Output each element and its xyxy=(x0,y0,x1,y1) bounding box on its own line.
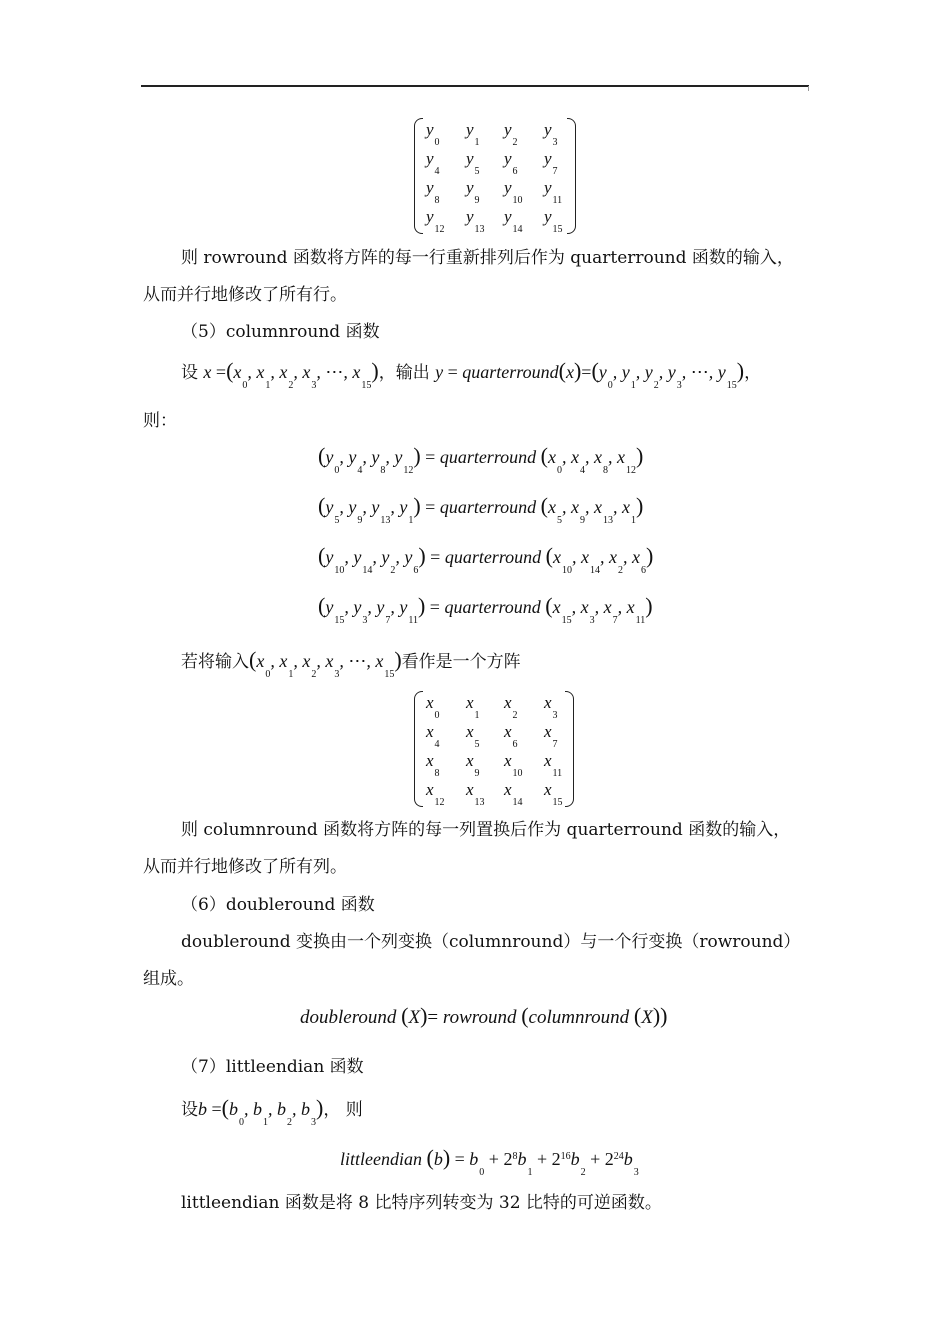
cell-subscript: 3 xyxy=(552,137,558,148)
cell-variable: x xyxy=(544,693,552,712)
cell-subscript: 8 xyxy=(434,768,440,779)
matrix-cell xyxy=(504,722,518,750)
if-input-suffix: 看作是一个方阵 xyxy=(401,652,521,672)
matrix-cell xyxy=(466,780,485,808)
cell-variable: x xyxy=(466,722,474,741)
matrix-cell xyxy=(466,693,480,721)
cell-subscript: 11 xyxy=(552,768,563,779)
cell-variable: y xyxy=(544,149,552,168)
matrix-cell xyxy=(504,693,518,721)
cell-variable: x xyxy=(504,751,512,770)
matrix-right-bracket xyxy=(567,118,576,234)
matrix-x xyxy=(414,691,574,807)
fn-quarterround: quarterround xyxy=(444,597,541,617)
set-x-line: 设 $x =(x_0$, $x_1$, $x_2$, $x_3$, ⋯, $x_{15}$)，输出 $y = quarterround(x)=(y_0$, $y_1$, $y_2$, $y_3$, ⋯, $y_{15}$)， xyxy=(181,358,762,391)
cell-subscript: 2 xyxy=(512,710,518,721)
matrix-left-bracket xyxy=(414,691,423,807)
cell-variable: x xyxy=(466,693,474,712)
cell-subscript: 0 xyxy=(434,137,440,148)
matrix-cell xyxy=(504,207,523,235)
matrix-cell xyxy=(426,693,440,721)
cell-variable: x xyxy=(504,780,512,799)
cell-subscript: 10 xyxy=(512,768,523,779)
cell-subscript: 8 xyxy=(434,195,440,206)
matrix-cell xyxy=(426,751,440,779)
cell-subscript: 13 xyxy=(474,797,485,808)
para-rowround-line2: 从而并行地修改了所有行。 xyxy=(143,285,347,305)
cell-variable: y xyxy=(466,149,474,168)
cell-subscript: 13 xyxy=(474,224,485,235)
cell-variable: x xyxy=(466,751,474,770)
cell-subscript: 7 xyxy=(552,166,558,177)
cell-variable: x xyxy=(466,780,474,799)
set-b-prefix: 设 xyxy=(181,1100,198,1120)
cell-variable: x xyxy=(426,751,434,770)
matrix-cell xyxy=(426,722,440,750)
matrix-cell xyxy=(426,149,440,177)
cell-subscript: 6 xyxy=(512,739,518,750)
cell-variable: x xyxy=(544,780,552,799)
fn-doubleround: doubleround xyxy=(300,1007,397,1028)
cell-variable: x xyxy=(426,780,434,799)
matrix-cell xyxy=(466,722,480,750)
cell-variable: y xyxy=(426,149,434,168)
cell-variable: y xyxy=(504,120,512,139)
header-rule xyxy=(141,85,809,87)
cell-subscript: 10 xyxy=(512,195,523,206)
quarterround-equation: ($y_0$, $y_4$, $y_8$, $y_{12}$) = quarterround ($x_0$, $x_4$, $x_8$, $x_{12}$) xyxy=(318,443,644,476)
header-rule-tick xyxy=(808,86,809,91)
matrix-left-bracket xyxy=(414,118,423,234)
then-label: 则： xyxy=(143,411,177,431)
cell-variable: x xyxy=(544,722,552,741)
cell-variable: y xyxy=(466,178,474,197)
matrix-cell xyxy=(544,149,558,177)
cell-variable: y xyxy=(466,120,474,139)
cell-subscript: 2 xyxy=(512,137,518,148)
cell-variable: y xyxy=(504,207,512,226)
cell-variable: x xyxy=(544,751,552,770)
cell-subscript: 11 xyxy=(552,195,563,206)
cell-variable: x xyxy=(426,693,434,712)
cell-subscript: 5 xyxy=(474,166,480,177)
cell-subscript: 14 xyxy=(512,224,523,235)
matrix-cell xyxy=(426,207,445,235)
cell-variable: y xyxy=(426,120,434,139)
exp-16: 16 xyxy=(560,1151,571,1162)
set-b-then: ， 则 xyxy=(323,1100,363,1120)
matrix-cell xyxy=(544,693,558,721)
cell-subscript: 14 xyxy=(512,797,523,808)
matrix-right-bracket xyxy=(565,691,574,807)
cell-variable: x xyxy=(504,722,512,741)
set-x-output: ，输出 xyxy=(378,363,430,383)
fn-columnround: columnround xyxy=(528,1007,630,1028)
para-double-line2: 组成。 xyxy=(143,969,194,989)
matrix-cell xyxy=(544,207,563,235)
matrix-cell xyxy=(426,178,440,206)
cell-subscript: 15 xyxy=(552,797,563,808)
cell-subscript: 12 xyxy=(434,224,445,235)
matrix-cell xyxy=(544,751,562,779)
cell-variable: y xyxy=(544,120,552,139)
para-double-line1: doubleround 变换由一个列变换（columnround）与一个行变换（rowround） xyxy=(181,932,801,952)
doubleround-formula: doubleround (X)= rowround (columnround (X)) xyxy=(300,1003,668,1028)
para-rowround-line1: 则 rowround 函数将方阵的每一行重新排列后作为 quarterround 函数的输入， xyxy=(181,248,794,268)
matrix-cell xyxy=(504,149,518,177)
cell-subscript: 1 xyxy=(474,137,480,148)
fn-quarterround: quarterround xyxy=(444,547,542,567)
matrix-cell xyxy=(504,120,518,148)
matrix-cell xyxy=(466,178,480,206)
cell-variable: y xyxy=(426,178,434,197)
exp-24: 24 xyxy=(613,1151,624,1162)
para-littleendian: littleendian 函数是将 8 比特序列转变为 32 比特的可逆函数。 xyxy=(181,1193,662,1213)
cell-subscript: 12 xyxy=(434,797,445,808)
cell-subscript: 1 xyxy=(474,710,480,721)
fn-quarterround: quarterround xyxy=(439,447,537,467)
quarterround-equation: ($y_5$, $y_9$, $y_{13}$, $y_1$) = quarterround ($x_5$, $x_9$, $x_{13}$, $x_1$) xyxy=(318,493,644,526)
b-vector-def: $b =(b_0$, $b_1$, $b_2$, $b_3$) xyxy=(198,1095,324,1128)
cell-subscript: 5 xyxy=(474,739,480,750)
matrix-cell xyxy=(504,178,523,206)
cell-variable: y xyxy=(466,207,474,226)
matrix-cell xyxy=(466,120,480,148)
cell-variable: y xyxy=(504,149,512,168)
cell-subscript: 9 xyxy=(474,195,480,206)
cell-subscript: 3 xyxy=(552,710,558,721)
arg-b: b xyxy=(433,1149,443,1169)
set-b-line xyxy=(181,1097,363,1134)
fn-littleendian: littleendian xyxy=(340,1149,422,1169)
cell-subscript: 7 xyxy=(552,739,558,750)
cell-subscript: 0 xyxy=(434,710,440,721)
cell-subscript: 15 xyxy=(552,224,563,235)
para-column-line1: 则 columnround 函数将方阵的每一列置换后作为 quarterround 函数的输入， xyxy=(181,820,791,840)
matrix-y xyxy=(414,118,576,234)
if-input-line xyxy=(181,649,521,686)
cell-variable: y xyxy=(504,178,512,197)
matrix-cell xyxy=(466,207,485,235)
quarterround-equation: ($y_{10}$, $y_{14}$, $y_2$, $y_6$) = quarterround ($x_{10}$, $x_{14}$, $x_2$, $x_6$) xyxy=(318,543,654,576)
cell-subscript: 4 xyxy=(434,739,440,750)
para-column-line2: 从而并行地修改了所有列。 xyxy=(143,857,347,877)
cell-subscript: 9 xyxy=(474,768,480,779)
heading-doubleround: （6）doubleround 函数 xyxy=(181,895,375,915)
set-x-prefix: 设 xyxy=(181,363,198,383)
matrix-cell xyxy=(466,751,480,779)
exp-8: 8 xyxy=(512,1151,518,1162)
arg-x-inner: X xyxy=(641,1007,653,1028)
arg-x: X xyxy=(408,1007,421,1028)
x-tuple: ($x_0$, $x_1$, $x_2$, $x_3$, ⋯, $x_{15}$) xyxy=(249,647,402,680)
fn-rowround: rowround xyxy=(442,1007,517,1028)
matrix-cell xyxy=(504,751,523,779)
littleendian-formula: littleendian $(b) = b_0 + 2^8b_1 + 2^{16}b_2 + 2^{24}b_3$ xyxy=(340,1145,639,1178)
matrix-cell xyxy=(426,120,440,148)
cell-variable: x xyxy=(426,722,434,741)
matrix-cell xyxy=(426,780,445,808)
y-output-def: $y = quarterround(x)=(y_0$, $y_1$, $y_2$, $y_3$, ⋯, $y_{15}$) xyxy=(435,358,745,391)
matrix-cell xyxy=(544,120,558,148)
quarterround-equation: ($y_{15}$, $y_3$, $y_7$, $y_{11}$) = quarterround ($x_{15}$, $x_3$, $x_7$, $x_{11}$) xyxy=(318,593,653,626)
cell-variable: y xyxy=(544,178,552,197)
cell-variable: x xyxy=(504,693,512,712)
cell-subscript: 6 xyxy=(512,166,518,177)
fn-quarterround: quarterround xyxy=(439,497,537,517)
matrix-cell xyxy=(504,780,523,808)
matrix-cell xyxy=(544,780,563,808)
matrix-cell xyxy=(544,178,562,206)
cell-subscript: 4 xyxy=(434,166,440,177)
heading-columnround: （5）columnround 函数 xyxy=(181,322,380,342)
if-input-prefix: 若将输入 xyxy=(181,652,249,672)
cell-variable: y xyxy=(544,207,552,226)
heading-littleendian: （7）littleendian 函数 xyxy=(181,1057,364,1077)
matrix-cell xyxy=(466,149,480,177)
cell-variable: y xyxy=(426,207,434,226)
x-vector-def: $x =(x_0$, $x_1$, $x_2$, $x_3$, ⋯, $x_{15}$) xyxy=(203,358,379,391)
matrix-cell xyxy=(544,722,558,750)
